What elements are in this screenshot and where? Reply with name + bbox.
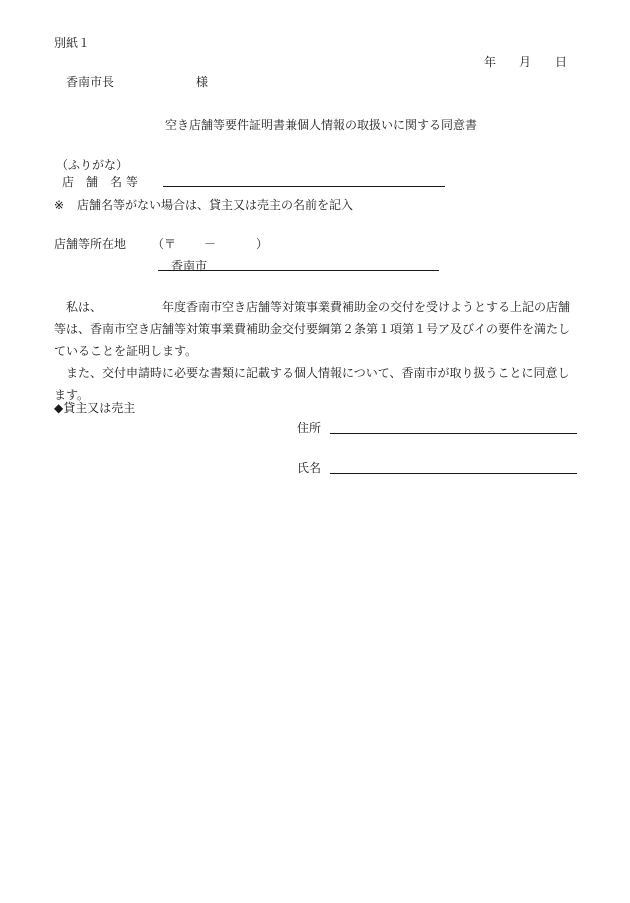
landlord-address-label: 住所 bbox=[297, 421, 322, 435]
location-label: 店舗等所在地 bbox=[54, 237, 127, 251]
date-month-label: 月 bbox=[519, 55, 532, 69]
landlord-address-line[interactable] bbox=[330, 433, 577, 434]
note-mark: ※ bbox=[54, 198, 65, 212]
furigana-label: （ふりがな） bbox=[56, 158, 129, 172]
landlord-name-line[interactable] bbox=[330, 473, 577, 474]
consent-p1-rest: 年度香南市空き店舗等対策事業費補助金の交付を受けようとする上記の店舗等は、香南市空き店舗等対策事業費補助金交付要綱第２条第１項第１号ア及びイの要件を満たしていることを証明します。 bbox=[54, 300, 571, 358]
postal-dash: － bbox=[204, 237, 217, 251]
postal-close: ） bbox=[256, 237, 269, 251]
store-name-line[interactable] bbox=[163, 186, 445, 187]
store-name-note: 店舗名等がない場合は、貸主又は売主の名前を記入 bbox=[77, 198, 354, 212]
consent-p1-start: 私は、 bbox=[66, 300, 103, 314]
date-day-label: 日 bbox=[555, 55, 568, 69]
addressee-name: 香南市長 bbox=[66, 75, 115, 89]
landlord-name-label: 氏名 bbox=[297, 461, 322, 475]
consent-body bbox=[54, 296, 580, 406]
location-city: 香南市 bbox=[171, 259, 208, 273]
landlord-heading: ◆貸主又は売主 bbox=[54, 401, 136, 415]
addressee-honorific: 様 bbox=[196, 75, 209, 89]
postal-open: （〒 bbox=[152, 237, 177, 251]
location-address-line[interactable] bbox=[158, 270, 439, 271]
annex-label: 別紙１ bbox=[54, 36, 91, 50]
consent-paragraph-2: また、交付申請時に必要な書類に記載する個人情報について、香南市が取り扱うことに同意します。 bbox=[54, 366, 570, 402]
store-name-label: 店 舗 名 等 bbox=[62, 175, 138, 189]
consent-paragraph-1 bbox=[54, 296, 580, 362]
document-title: 空き店舗等要件証明書兼個人情報の取扱いに関する同意書 bbox=[165, 118, 478, 132]
date-year-label: 年 bbox=[484, 55, 497, 69]
